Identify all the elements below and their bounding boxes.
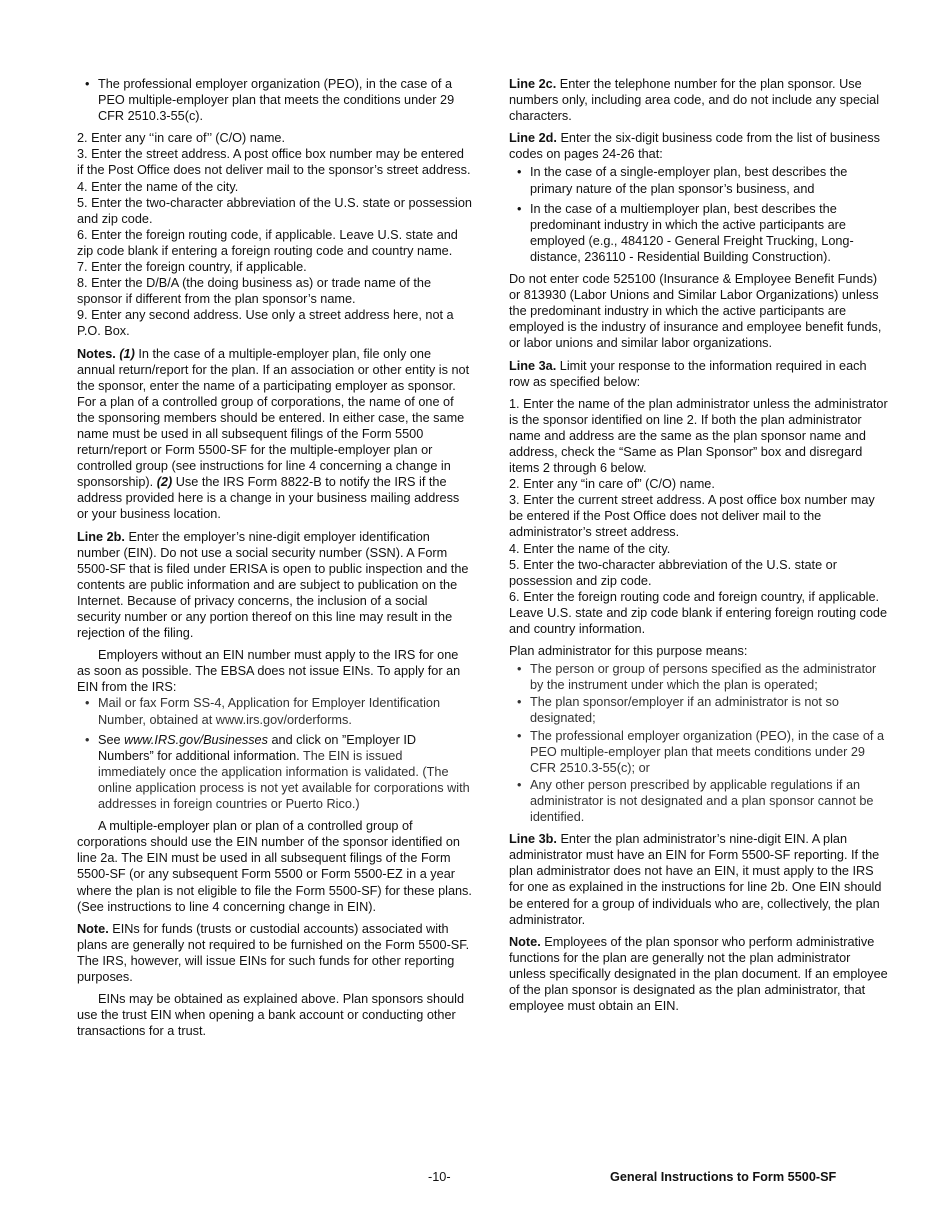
notes-label: Notes. [77, 346, 116, 361]
admin-note-paragraph [509, 934, 889, 1014]
ein-bullet-online [77, 732, 472, 812]
peo-bullet-list [77, 76, 472, 124]
line-2d-bullet-multi: • In the case of a multiemployer plan, best describes the predominant industry in which the active participants are employed (e.g., 484120 - General Freight Trucking, Long-distance, 236110 - Residential Building Construction). [509, 201, 889, 265]
ein-bullet-rest: The EIN is issued immediately once the application information is validated. (The online application process is not yet available for corporations with addresses in foreign countries or Puerto Rico.) [98, 748, 470, 812]
admin-item-1: 1. Enter the name of the plan administrator unless the administrator is the sponsor identified on line 2. If both the plan administrator name and address are the same as the plan sponsor name and address, check the “Same as Plan Sponsor” box and disregard items 2 through 6 below. [509, 396, 888, 476]
sponsor-item-5: 5. Enter the two-character abbreviation of the U.S. state or possession and zip code. [77, 195, 472, 226]
admin-bullet-sponsor: • The plan sponsor/employer if an administrator is not so designated; [509, 694, 889, 726]
note-label: Note. [77, 921, 109, 936]
line-2d-text: Enter the six-digit business code from the list of business codes on pages 24-26 that: [509, 131, 880, 162]
notes-text-1: In the case of a multiple-employer plan, file only one annual return/report for the plan. If an association or other entity is not the sponsor, enter the name of a participating employer as sponsor. For a plan of a controlled group of corporations, the name of one of the sponsoring members should be entered. In either case, the same name must be used in all subsequent filings of the Form 5500 return/report or Form 5500-SF for the multiple-employer plan or controlled group (see instructions for line 4 concerning a change in sponsorship). [77, 346, 470, 490]
sponsor-item-9: 9. Enter any second address. Use only a street address here, not a P.O. Box. [77, 308, 454, 339]
notes-num-1: (1) [119, 346, 135, 361]
admin-bullet-list [509, 661, 889, 825]
eins-paragraph: EINs may be obtained as explained above. Plan sponsors should use the trust EIN when opening a bank account or conducting other transactions for a trust. [77, 992, 465, 1039]
employers-paragraph: Employers without an EIN number must apply to the IRS for one as soon as possible. The EBSA does not issue EINs. To apply for an EIN from the IRS: [77, 648, 461, 695]
line-2c-text: Enter the telephone number for the plan sponsor. Use numbers only, including area code, and do not include any special characters. [509, 77, 880, 124]
footer-document-title: General Instructions to Form 5500-SF [610, 1170, 837, 1184]
line-3a-label: Line 3a. [509, 358, 557, 373]
admin-note-text: Employees of the plan sponsor who perform administrative functions for the plan are generally not the plan administrator unless specifically designated in the plan document. If an employee of the plan sponsor is designated as the plan administrator, that employee must obtain an EIN. [509, 934, 888, 1014]
page-number: -10- [428, 1170, 451, 1184]
line-3a-paragraph [509, 358, 889, 390]
admin-means-paragraph: Plan administrator for this purpose means: [509, 644, 748, 659]
line-2b-paragraph [77, 529, 472, 642]
admin-item-5: 5. Enter the two-character abbreviation of the U.S. state or possession and zip code. [509, 557, 837, 588]
peo-bullet: • The professional employer organization (PEO), in the case of a PEO multiple-employer plan that meets the conditions under 29 CFR 2510.3-55(c). [77, 76, 472, 124]
do-not-enter-paragraph: Do not enter code 525100 (Insurance & Employee Benefit Funds) or 813930 (Labor Unions and Similar Labor Organizations) unless the predominant industry in which the active participants are employed is the industry of insurance and employee benefit funds, or labor unions and similar labor organizations. [509, 272, 882, 351]
left-column [77, 76, 472, 1045]
multi-employer-paragraph: A multiple-employer plan or plan of a controlled group of corporations should use the EIN number of the sponsor identified on line 2a. The EIN must be used in all subsequent filings of the Form 5500-SF (or any subsequent Form 5500 or Form 5500-EZ in a year where the plan is not eligible to file the Form 5500-SF) for these plans. (See instructions to line 4 concerning change in EIN). [77, 819, 472, 914]
admin-item-3: 3. Enter the current street address. A post office box number may be entered if the Post Office does not deliver mail to the administrator’s street address. [509, 493, 875, 540]
line-2d-bullet-single: • In the case of a single-employer plan, best describes the primary nature of the plan sponsor’s business, and [509, 164, 889, 196]
admin-note-label: Note. [509, 934, 541, 949]
admin-bullet-person: • The person or group of persons specified as the administrator by the instrument under which the plan is operated; [509, 661, 889, 693]
line-2b-text: Enter the employer’s nine-digit employer identification number (EIN). Do not use a social security number (SSN). A Form 5500-SF that is filed under ERISA is open to public inspection and the contents are public information and are subject to publication on the Internet. Because of privacy concerns, the inclusion of a social security number or any portion thereof on this line may result in the rejection of the filing. [77, 529, 469, 641]
line-2c-paragraph [509, 76, 889, 124]
ein-bullet-list [77, 695, 472, 812]
notes-num-2: (2) [156, 475, 173, 490]
sponsor-item-2: 2. Enter any ‘‘in care of’’ (C/O) name. [77, 131, 286, 146]
sponsor-item-6: 6. Enter the foreign routing code, if applicable. Leave U.S. state and zip code blank if entering a foreign routing code and country name. [77, 227, 458, 258]
line-3a-text: Limit your response to the information required in each row as specified below: [509, 358, 867, 389]
sponsor-item-8: 8. Enter the D/B/A (the doing business as) or trade name of the sponsor if different from the plan sponsor’s name. [77, 276, 432, 307]
ein-bullet-pre: See [98, 732, 125, 747]
admin-bullet-other: • Any other person prescribed by applicable regulations if an administrator is not designated and a plan sponsor cannot be identified. [509, 777, 889, 825]
admin-item-2: 2. Enter any “in care of” (C/O) name. [509, 477, 715, 492]
line-3b-label: Line 3b. [509, 832, 557, 847]
line-3b-paragraph [509, 831, 889, 928]
sponsor-item-7: 7. Enter the foreign country, if applicable. [77, 260, 307, 275]
ein-bullet-post: and click on ”Employer ID Numbers” for additional information. [98, 732, 417, 763]
note-text: EINs for funds (trusts or custodial accounts) associated with plans are generally not required to be furnished on the Form 5500-SF. The IRS, however, will issue EINs for such funds for other reporting purposes. [77, 921, 470, 984]
sponsor-item-3: 3. Enter the street address. A post office box number may be entered if the Post Office does not deliver mail to the sponsor’s street address. [77, 147, 471, 178]
line-2b-label: Line 2b. [77, 529, 125, 544]
notes-paragraph [77, 346, 472, 523]
line-2d-paragraph [509, 130, 889, 162]
admin-item-6: 6. Enter the foreign routing code and foreign country, if applicable. Leave U.S. state and zip code blank if entering foreign routing code and country information. [509, 589, 888, 636]
admin-item-4: 4. Enter the name of the city. [509, 541, 671, 556]
irs-businesses-link[interactable]: www.IRS.gov/Businesses [124, 732, 268, 747]
note-paragraph [77, 921, 472, 985]
line-2d-bullet-list [509, 164, 889, 265]
sponsor-item-4: 4. Enter the name of the city. [77, 179, 239, 194]
admin-bullet-peo: • The professional employer organization (PEO), in the case of a PEO multiple-employer plan that meets conditions under 29 CFR 2510.3-55(c); or [509, 728, 889, 776]
line-3b-text: Enter the plan administrator’s nine-digit EIN. A plan administrator must have an EIN for Form 5500-SF reporting. If the plan administrator does not have an EIN, it must apply to the IRS for one as explained in the instructions for line 2b. One EIN should be entered for a group of individuals who are, collectively, the plan administrator. [509, 832, 882, 927]
line-2d-label: Line 2d. [509, 131, 557, 146]
ein-bullet-mail: • Mail or fax Form SS-4, Application for Employer Identification Number, obtained at www.irs.gov/orderforms. [77, 695, 472, 727]
line-2c-label: Line 2c. [509, 77, 557, 91]
notes-text-2: Use the IRS Form 8822-B to notify the IRS if the address provided here is a change in your business mailing address or your business location. [77, 475, 460, 522]
right-column [509, 76, 889, 1020]
